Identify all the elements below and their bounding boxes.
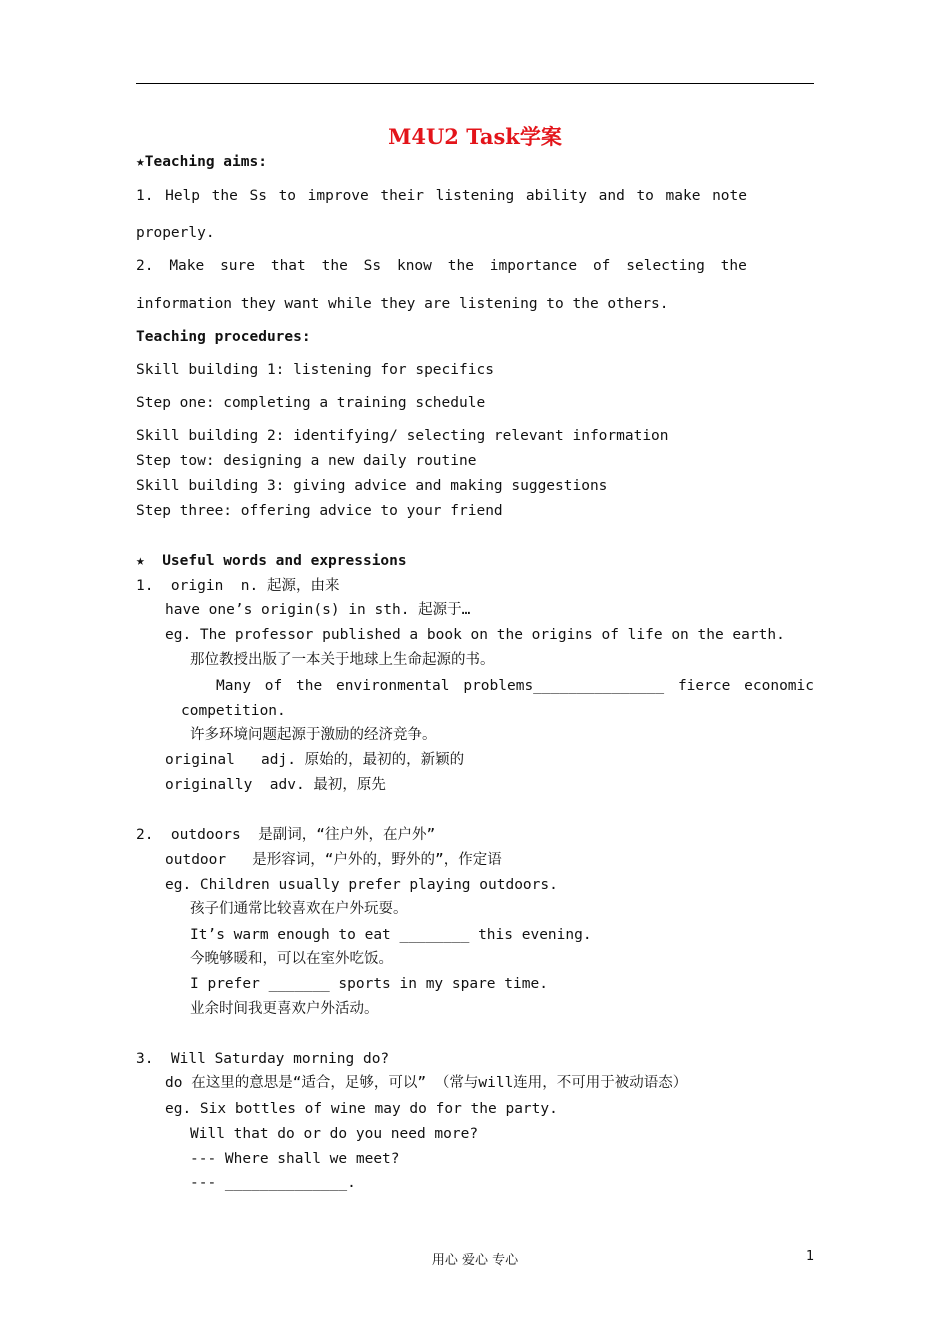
word: 1.: [136, 188, 154, 204]
origin-example: eg. The professor published a book on the origins of life on the earth.: [165, 627, 785, 643]
outdoors-exercise-2-translation: 业余时间我更喜欢户外活动。: [190, 1001, 379, 1017]
origin-phrase: have one’s origin(s) in sth. 起源于…: [165, 602, 471, 618]
word: sure: [220, 258, 255, 274]
procedure-line: Skill building 1: listening for specifics: [136, 362, 494, 378]
origin-exercise: [216, 677, 814, 695]
word: of: [264, 678, 283, 694]
word: Help: [165, 188, 201, 204]
aims-heading: ★Teaching aims:: [136, 154, 267, 170]
procedures-heading: Teaching procedures:: [136, 329, 311, 345]
word: Make: [169, 258, 205, 274]
page-title: M4U2 Task学案: [388, 124, 562, 149]
outdoors-example: eg. Children usually prefer playing outdoors.: [165, 877, 558, 893]
word: improve: [307, 188, 369, 204]
useful-heading: ★ Useful words and expressions: [136, 553, 407, 569]
procedure-line: Skill building 3: giving advice and making suggestions: [136, 478, 608, 494]
aims-item-2-cont: information they want while they are listening to the others.: [136, 296, 669, 312]
originally-entry: originally adv. 最初，原先: [165, 777, 386, 793]
word: make: [665, 188, 701, 204]
word: economic: [744, 678, 814, 694]
procedure-line: Step tow: designing a new daily routine: [136, 453, 477, 469]
aims-item-1: [136, 187, 747, 205]
page-number: 1: [806, 1249, 815, 1264]
original-entry: original adj. 原始的，最初的，新颖的: [165, 752, 465, 768]
do-example-2: Will that do or do you need more?: [190, 1126, 479, 1142]
word: their: [380, 188, 425, 204]
do-dialogue-answer: --- ______________.: [190, 1175, 356, 1191]
word: listening: [435, 188, 515, 204]
word: Ss: [249, 188, 267, 204]
procedure-line: Step one: completing a training schedule: [136, 395, 486, 411]
word: the: [720, 258, 747, 274]
word: to: [278, 188, 297, 204]
outdoors-example-translation: 孩子们通常比较喜欢在户外玩耍。: [190, 901, 408, 917]
word: problems_______________: [463, 678, 665, 694]
outdoors-exercise-2: I prefer _______ sports in my spare time.: [190, 976, 548, 992]
word: environmental: [336, 678, 450, 694]
word: note: [712, 188, 747, 204]
header-rule: [136, 83, 814, 84]
word: selecting: [626, 258, 705, 274]
word: know: [396, 258, 432, 274]
do-example-1: eg. Six bottles of wine may do for the party.: [165, 1101, 558, 1117]
origin-example-translation: 那位教授出版了一本关于地球上生命起源的书。: [190, 652, 495, 668]
origin-entry: 1. origin n. 起源，由来: [136, 578, 340, 594]
word: the: [211, 188, 238, 204]
page-footer: 用心 爱心 专心: [431, 1253, 519, 1268]
outdoors-exercise-1: It’s warm enough to eat ________ this evening.: [190, 927, 592, 943]
do-entry: 3. Will Saturday morning do?: [136, 1051, 390, 1067]
word: that: [270, 258, 306, 274]
origin-exercise-translation: 许多环境问题起源于激励的经济竞争。: [190, 727, 437, 743]
word: 2.: [136, 258, 154, 274]
outdoor-entry: outdoor 是形容词，“户外的，野外的”，作定语: [165, 852, 502, 868]
do-explanation: do 在这里的意思是“适合，足够，可以” （常与will连用，不可用于被动语态）: [165, 1075, 688, 1091]
outdoors-exercise-1-translation: 今晚够暖和，可以在室外吃饭。: [190, 951, 393, 967]
procedure-line: Skill building 2: identifying/ selecting relevant information: [136, 428, 669, 444]
word: of: [592, 258, 611, 274]
origin-exercise-cont: competition.: [181, 703, 286, 719]
word: the: [296, 678, 323, 694]
word: Ss: [363, 258, 382, 274]
word: the: [447, 258, 474, 274]
do-dialogue-question: --- Where shall we meet?: [190, 1151, 400, 1167]
word: the: [321, 258, 348, 274]
aims-item-2: [136, 257, 747, 275]
outdoors-entry: 2. outdoors 是副词，“往户外，在户外”: [136, 827, 436, 843]
word: to: [636, 188, 654, 204]
word: fierce: [677, 678, 731, 694]
word: ability: [525, 188, 587, 204]
word: importance: [489, 258, 578, 274]
procedure-line: Step three: offering advice to your friend: [136, 503, 503, 519]
aims-item-1-cont: properly.: [136, 225, 215, 241]
word: and: [598, 188, 625, 204]
word: Many: [216, 678, 251, 694]
